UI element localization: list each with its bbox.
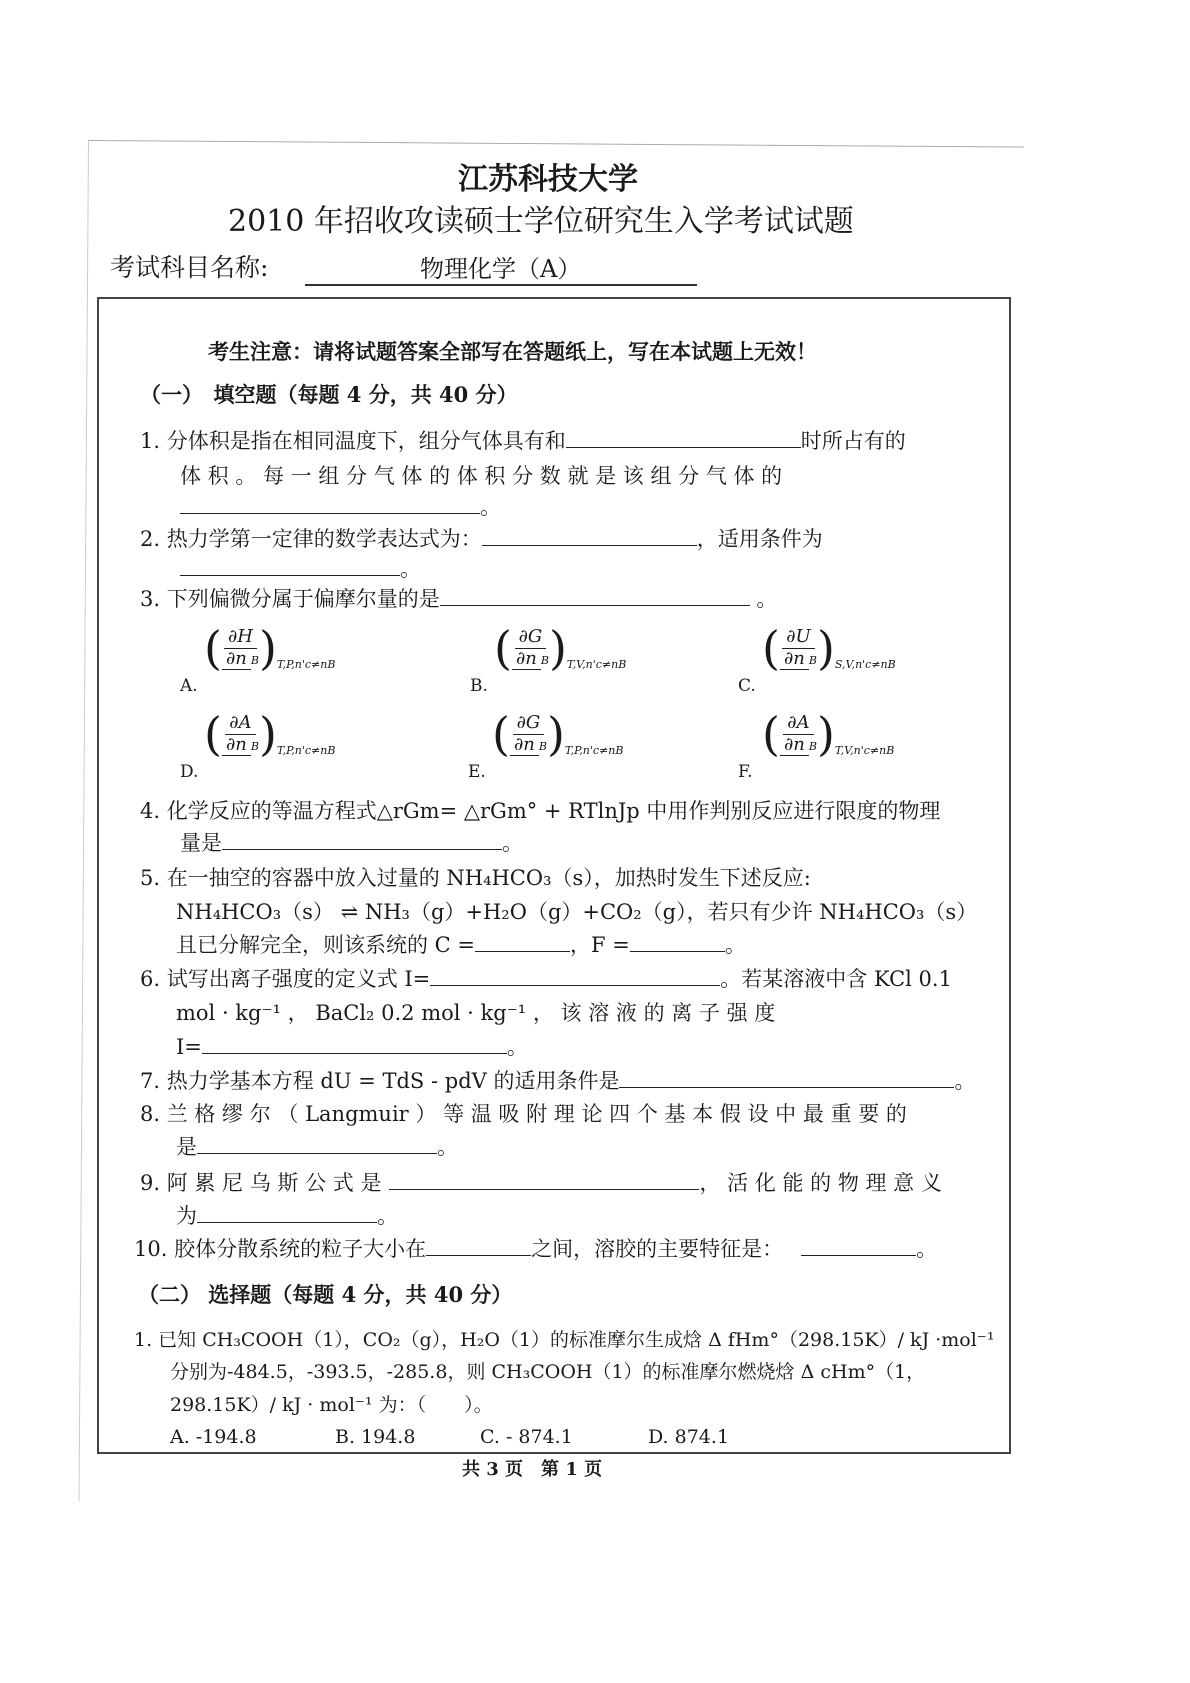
q3-option-derivative: ( ∂A ∂n B ) T,V,n'c≠nB — [762, 707, 895, 761]
derivative-denominator: ∂n — [510, 734, 539, 756]
q2-text2: ，适用条件为 — [696, 527, 823, 551]
q3-blank[interactable] — [440, 587, 750, 606]
q4-line1: 4. 化学反应的等温方程式△rGm= △rGm° + RTlnJp 中用作判别反应进行限度的物理 — [140, 799, 941, 823]
q3-option-derivative: ( ∂U ∂n B ) S,V,n'c≠nB — [762, 621, 896, 675]
q9-end: 。 — [377, 1204, 398, 1228]
q4-blank[interactable] — [222, 831, 502, 850]
derivative-numerator: ∂A — [225, 713, 255, 735]
derivative-subscript: T,P,n'c≠nB — [276, 744, 336, 757]
q6-blank2[interactable] — [202, 1035, 507, 1054]
mc1-choice-c: C. - 874.1 — [480, 1426, 573, 1448]
q8-line1: 8. 兰 格 缪 尔 （ Langmuir ） 等 温 吸 附 理 论 四 个 基 本 假 设 中 最 重 要 的 — [140, 1102, 907, 1126]
q4-end: 。 — [502, 831, 523, 855]
notice: 考生注意：请将试题答案全部写在答题纸上，写在本试题上无效！ — [208, 339, 817, 364]
q3-end: 。 — [756, 587, 778, 611]
q5-text2: ，F = — [570, 933, 630, 957]
q1-end: 。 — [480, 495, 501, 519]
q10-end: 。 — [916, 1237, 938, 1261]
q1-blank1[interactable] — [566, 429, 801, 448]
q2-end: 。 — [400, 557, 421, 581]
q6-line2: mol · kg⁻¹ ， BaCl₂ 0.2 mol · kg⁻¹ ， 该 溶 液 的 离 子 强 度 — [176, 1001, 776, 1025]
q2-text: 2. 热力学第一定律的数学表达式为： — [140, 527, 482, 551]
q3-option-derivative: ( ∂H ∂n B ) T,P,n'c≠nB — [204, 621, 336, 675]
q3-option-label: D. — [180, 762, 199, 782]
q2-blank2[interactable] — [180, 557, 400, 576]
q3-option-derivative: ( ∂G ∂n B ) T,P,n'c≠nB — [492, 707, 624, 761]
derivative-subscript: T,V,n'c≠nB — [566, 658, 627, 671]
q10-blank2[interactable] — [801, 1237, 916, 1256]
q6-end: 。 — [506, 1035, 528, 1059]
q3-text: 3. 下列偏微分属于偏摩尔量的是 — [140, 587, 440, 611]
derivative-subscript: T,P,n'c≠nB — [564, 744, 624, 757]
q9-text: 9. 阿 累 尼 乌 斯 公 式 是 — [140, 1171, 382, 1195]
derivative-denominator: ∂n — [512, 648, 541, 670]
q8-end: 。 — [437, 1135, 458, 1159]
q9-text2: ， 活 化 能 的 物 理 意 义 — [699, 1171, 942, 1195]
q7-blank[interactable] — [619, 1069, 954, 1088]
q3-option-derivative: ( ∂G ∂n B ) T,V,n'c≠nB — [494, 621, 627, 675]
mc1-line1: 1. 已知 CH₃COOH（1），CO₂（g），H₂O（1）的标准摩尔生成焓 Δ fHm°（298.15K）/ kJ ·mol⁻¹ — [134, 1329, 995, 1351]
q3-option-label: C. — [738, 676, 756, 696]
q10-text: 10. 胶体分散系统的粒子大小在 — [134, 1237, 427, 1261]
derivative-numerator: ∂G — [515, 627, 547, 649]
q5-blank-f[interactable] — [630, 933, 725, 952]
q8-text: 是 — [176, 1135, 197, 1159]
mc1-choice-b: B. 194.8 — [335, 1426, 416, 1448]
q6-text2: 。若某溶液中含 KCl 0.1 — [720, 967, 952, 991]
q3-option-label: E. — [468, 762, 486, 782]
derivative-denominator: ∂n — [780, 648, 809, 670]
derivative-denominator: ∂n — [222, 734, 251, 756]
q3-option-label: F. — [738, 762, 753, 782]
derivative-numerator: ∂U — [782, 627, 814, 649]
q1-blank2[interactable] — [180, 495, 480, 514]
derivative-numerator: ∂A — [783, 713, 813, 735]
q7-end: 。 — [954, 1069, 976, 1093]
page-footer: 共 3 页 第 1 页 — [462, 1459, 603, 1480]
section1-title: （一） 填空题（每题 4 分，共 40 分） — [140, 382, 518, 407]
q9-blank2[interactable] — [197, 1204, 377, 1223]
q4-text: 量是 — [180, 831, 222, 855]
derivative-numerator: ∂H — [224, 627, 257, 649]
q5-line2: NH₄HCO₃（s） ⇌ NH₃（g）+H₂O（g）+CO₂（g），若只有少许 NH₄HCO₃（s） — [176, 900, 978, 924]
q3-option-label: B. — [470, 676, 488, 696]
q7-text: 7. 热力学基本方程 dU = TdS - pdV 的适用条件是 — [140, 1069, 620, 1093]
derivative-numerator: ∂G — [513, 713, 545, 735]
q6-blank1[interactable] — [430, 967, 720, 986]
mc1-line3: 298.15K）/ kJ · mol⁻¹ 为：（ ）。 — [170, 1394, 493, 1416]
derivative-subscript: T,V,n'c≠nB — [834, 744, 895, 757]
q1-text2: 时所占有的 — [800, 429, 906, 453]
q5-end: 。 — [724, 933, 746, 957]
q9-blank1[interactable] — [389, 1171, 699, 1190]
derivative-subscript: T,P,n'c≠nB — [276, 658, 336, 671]
school-name: 江苏科技大学 — [458, 162, 638, 197]
q2-blank1[interactable] — [482, 527, 697, 546]
q9-text3: 为 — [176, 1204, 197, 1228]
q6-text3: I= — [176, 1035, 202, 1059]
q10-blank1[interactable] — [426, 1237, 531, 1256]
derivative-subscript: S,V,n'c≠nB — [834, 658, 896, 671]
subject-label: 考试科目名称: — [110, 253, 269, 282]
mc1-line2: 分别为-484.5，-393.5，-285.8，则 CH₃COOH（1）的标准摩尔燃烧焓 Δ cHm°（1， — [170, 1361, 926, 1383]
q5-line1: 5. 在一抽空的容器中放入过量的 NH₄HCO₃（s），加热时发生下述反应: — [140, 866, 811, 890]
q1-line2: 体 积 。 每 一 组 分 气 体 的 体 积 分 数 就 是 该 组 分 气 体 的 — [180, 464, 783, 488]
exam-title: 2010 年招收攻读硕士学位研究生入学考试试题 — [228, 204, 854, 239]
q6-text: 6. 试写出离子强度的定义式 I= — [140, 967, 431, 991]
q3-option-label: A. — [180, 676, 198, 696]
subject-name: 物理化学（A） — [420, 255, 582, 283]
q5-blank-c[interactable] — [475, 933, 570, 952]
q8-blank[interactable] — [197, 1135, 437, 1154]
derivative-denominator: ∂n — [780, 734, 809, 756]
q1-text: 1. 分体积是指在相同温度下，组分气体具有和 — [140, 429, 566, 453]
derivative-denominator: ∂n — [222, 648, 251, 670]
q10-text2: 之间，溶胶的主要特征是： — [531, 1237, 784, 1261]
section2-title: （二） 选择题（每题 4 分，共 40 分） — [138, 1282, 513, 1307]
q3-option-derivative: ( ∂A ∂n B ) T,P,n'c≠nB — [204, 707, 336, 761]
mc1-choice-a: A. -194.8 — [170, 1426, 257, 1448]
mc1-choice-d: D. 874.1 — [648, 1426, 730, 1448]
q5-text: 且已分解完全，则该系统的 C = — [176, 933, 476, 957]
